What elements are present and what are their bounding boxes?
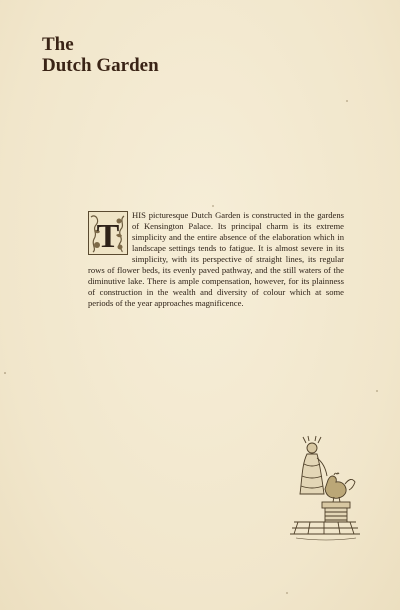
title-line-2: Dutch Garden	[42, 55, 159, 76]
speck	[4, 372, 6, 374]
body-paragraph	[88, 210, 344, 309]
paragraph-text: HIS picturesque Dutch Garden is constructed in the gardens of Kensington Palace. Its principal charm is its extreme simplicity and the entire absence of the elaboration which in landscape settings tends to fatigue. It is almost severe in its simplicity, with its perspective of straight lines, its regular rows of flower beds, its evenly paved pathway, and the still waters of the diminutive lake. There is ample compensation, however, for its plainness of construction in the wealth and diversity of colour which at some periods of the year approaches magnificence.	[88, 210, 344, 308]
ornamental-initial-icon	[88, 211, 128, 255]
speck	[376, 390, 378, 392]
speck	[286, 592, 288, 594]
dropcap-letter: T	[96, 218, 120, 255]
title-line-1: The	[42, 34, 74, 55]
speck	[346, 100, 348, 102]
figure-with-rooster-vignette-icon	[290, 434, 360, 544]
speck	[212, 205, 214, 207]
page-title	[42, 34, 159, 76]
